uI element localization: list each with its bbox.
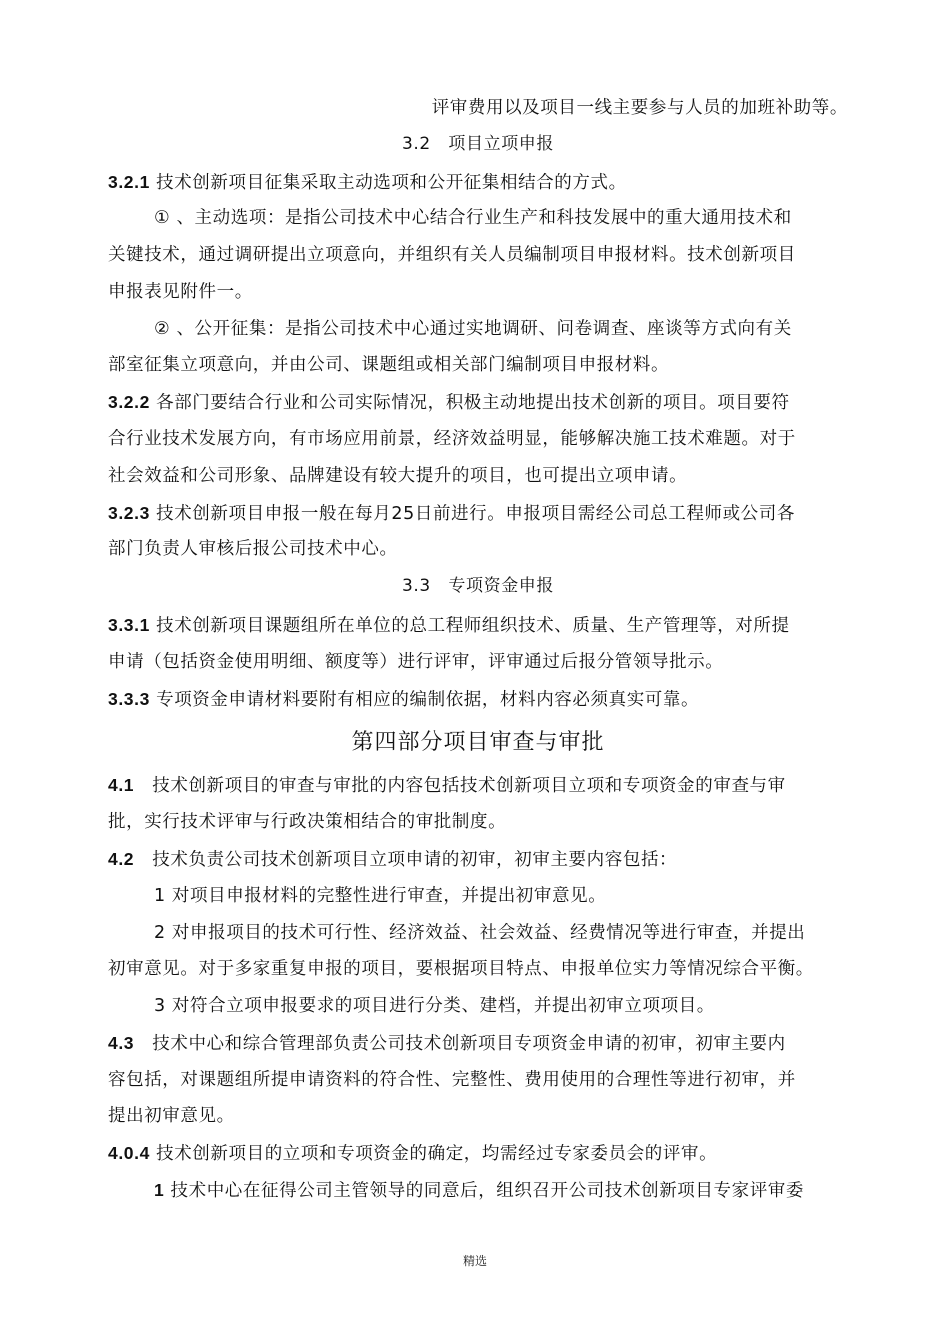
clause-4-0-4: 4.0.4 技术创新项目的立项和专项资金的确定，均需经过专家委员会的评审。 bbox=[108, 1143, 718, 1164]
text-line: 社会效益和公司形象、品牌建设有较大提升的项目，也可提出立项申请。 bbox=[108, 466, 688, 486]
clause-3-2-3: 3.2.3 技术创新项目申报一般在每月25日前进行。申报项目需经公司总工程师或公司各 bbox=[108, 503, 795, 524]
clause-4-2: 4.2 技术负责公司技术创新项目立项申请的初审，初审主要内容包括： bbox=[108, 849, 678, 870]
list-item: 2 对申报项目的技术可行性、经济效益、社会效益、经费情况等进行审查，并提出 bbox=[154, 923, 806, 943]
list-item: 3 对符合立项申报要求的项目进行分类、建档，并提出初审立项项目。 bbox=[154, 996, 715, 1016]
page-footer: 精选 bbox=[462, 1254, 487, 1268]
text-line: 评审费用以及项目一线主要参与人员的加班补助等。 bbox=[431, 98, 848, 118]
clause-3-2-2: 3.2.2 各部门要结合行业和公司实际情况，积极主动地提出技术创新的项目。项目要符 bbox=[108, 392, 790, 413]
text-line: 批，实行技术评审与行政决策相结合的审批制度。 bbox=[108, 812, 507, 832]
clause-4-3: 4.3 技术中心和综合管理部负责公司技术创新项目专项资金申请的初审，初审主要内 bbox=[108, 1033, 786, 1054]
text-line: 关键技术，通过调研提出立项意向，并组织有关人员编制项目申报材料。技术创新项目 bbox=[108, 245, 796, 265]
text-line: 合行业技术发展方向，有市场应用前景，经济效益明显，能够解决施工技术难题。对于 bbox=[108, 429, 796, 449]
clause-3-3-1: 3.3.1 技术创新项目课题组所在单位的总工程师组织技术、质量、生产管理等，对所提 bbox=[108, 615, 790, 636]
text-line: 申请（包括资金使用明细、额度等）进行评审，评审通过后报分管领导批示。 bbox=[108, 652, 724, 672]
list-item: 1 技术中心在征得公司主管领导的同意后，组织召开公司技术创新项目专家评审委 bbox=[154, 1180, 805, 1201]
list-item: 1 对项目申报材料的完整性进行审查，并提出初审意见。 bbox=[154, 886, 607, 906]
text-line: 部门负责人审核后报公司技术中心。 bbox=[108, 539, 398, 559]
section-heading-3-2: 3.2 项目立项申报 bbox=[401, 134, 555, 154]
clause-3-2-1: 3.2.1 技术创新项目征集采取主动选项和公开征集相结合的方式。 bbox=[108, 172, 627, 193]
text-line: 初审意见。对于多家重复申报的项目，要根据项目特点、申报单位实力等情况综合平衡。 bbox=[108, 959, 814, 979]
clause-3-3-3: 3.3.3 专项资金申请材料要附有相应的编制依据，材料内容必须真实可靠。 bbox=[108, 689, 700, 710]
text-line: 提出初审意见。 bbox=[108, 1106, 235, 1126]
text-line: ① 、主动选项：是指公司技术中心结合行业生产和科技发展中的重大通用技术和 bbox=[154, 208, 792, 228]
text-line: 部室征集立项意向，并由公司、课题组或相关部门编制项目申报材料。 bbox=[108, 355, 670, 375]
text-line: 申报表见附件一。 bbox=[108, 282, 253, 302]
clause-4-1: 4.1 技术创新项目的审查与审批的内容包括技术创新项目立项和专项资金的审查与审 bbox=[108, 775, 786, 796]
text-line: ② 、公开征集：是指公司技术中心通过实地调研、问卷调查、座谈等方式向有关 bbox=[154, 319, 792, 339]
section-heading-3-3: 3.3 专项资金申报 bbox=[401, 576, 555, 596]
part-heading: 第四部分项目审查与审批 bbox=[351, 730, 605, 755]
text-line: 容包括，对课题组所提申请资料的符合性、完整性、费用使用的合理性等进行初审，并 bbox=[108, 1070, 796, 1090]
